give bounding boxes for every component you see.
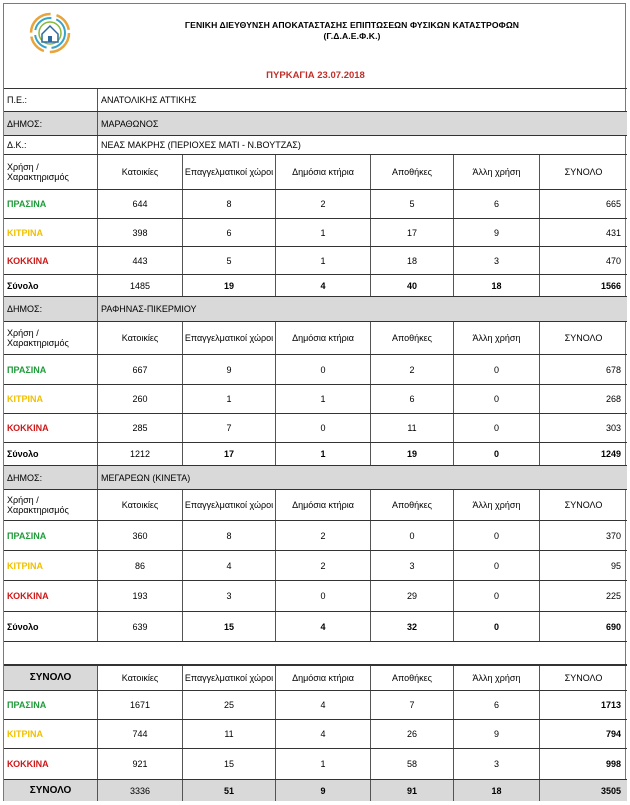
column-header-3: Δημόσια κτήρια xyxy=(275,155,370,189)
total-value-cell: 18 xyxy=(453,780,539,801)
value-cell: 9 xyxy=(453,720,539,748)
total-value-cell: 0 xyxy=(453,443,539,465)
category-label: ΚΟΚΚΙΝΑ xyxy=(7,255,49,266)
total-value-cell: 639 xyxy=(97,612,182,641)
total-value-cell: 1566 xyxy=(539,275,627,296)
spacer-row xyxy=(4,641,627,664)
value-cell: 431 xyxy=(539,219,627,246)
pe-value: ΑΝΑΤΟΛΙΚΗΣ ΑΤΤΙΚΗΣ xyxy=(97,89,627,111)
total-value-cell: 15 xyxy=(182,612,275,641)
category-label: ΚΟΚΚΙΝΑ xyxy=(7,759,49,769)
column-header-6: ΣΥΝΟΛΟ xyxy=(539,155,627,189)
column-header-5: Άλλη χρήση xyxy=(453,490,539,520)
value-cell: 470 xyxy=(539,247,627,274)
value-cell: 25 xyxy=(182,691,275,719)
column-header-1: Κατοικίες xyxy=(97,490,182,520)
value-cell: 15 xyxy=(182,749,275,779)
value-cell: 6 xyxy=(182,219,275,246)
value-cell: 398 xyxy=(97,219,182,246)
value-cell: 998 xyxy=(539,749,627,779)
total-label: Σύνολο xyxy=(7,280,39,291)
total-value-cell: 4 xyxy=(275,612,370,641)
value-cell: 11 xyxy=(370,414,453,442)
value-cell: 3 xyxy=(370,551,453,580)
value-cell: 1 xyxy=(275,247,370,274)
municipality-label: ΔΗΜΟΣ: xyxy=(7,304,43,314)
column-header-6: ΣΥΝΟΛΟ xyxy=(539,666,627,690)
municipality-row xyxy=(4,465,627,489)
value-cell: 17 xyxy=(370,219,453,246)
value-cell: 9 xyxy=(182,355,275,384)
value-cell: 3 xyxy=(453,247,539,274)
column-header-3: Δημόσια κτήρια xyxy=(275,490,370,520)
value-cell: 8 xyxy=(182,521,275,550)
fire-event-title: ΠΥΡΚΑΓΙΑ 23.07.2018 xyxy=(266,70,365,81)
column-header-4: Αποθήκες xyxy=(370,666,453,690)
document-page xyxy=(3,3,626,801)
category-label: ΚΙΤΡΙΝΑ xyxy=(7,394,43,404)
value-cell: 285 xyxy=(97,414,182,442)
value-cell: 0 xyxy=(275,581,370,611)
pe-label: Π.Ε.: xyxy=(7,95,28,105)
total-value-cell: 1485 xyxy=(97,275,182,296)
column-header-0: ΣΥΝΟΛΟ xyxy=(4,666,97,690)
column-header-row xyxy=(4,665,627,690)
table-row xyxy=(4,580,627,611)
table-row xyxy=(4,719,627,748)
title-line-2: (Γ.Δ.Α.Ε.Φ.Κ.) xyxy=(323,31,381,41)
value-cell: 5 xyxy=(182,247,275,274)
value-cell: 921 xyxy=(97,749,182,779)
total-value-cell: 3505 xyxy=(539,780,627,801)
column-header-1: Κατοικίες xyxy=(97,666,182,690)
table-row xyxy=(4,690,627,719)
value-cell: 260 xyxy=(97,385,182,413)
column-header-2: Επαγγελματικοί χώροι xyxy=(182,666,275,690)
value-cell: 3 xyxy=(182,581,275,611)
category-label: ΚΟΚΚΙΝΑ xyxy=(7,423,49,433)
category-label: ΠΡΑΣΙΝΑ xyxy=(7,199,47,209)
column-header-1: Κατοικίες xyxy=(97,322,182,354)
value-cell: 0 xyxy=(453,385,539,413)
value-cell: 7 xyxy=(182,414,275,442)
column-header-1: Κατοικίες xyxy=(97,155,182,189)
municipality-label: ΔΗΜΟΣ: xyxy=(7,472,43,483)
value-cell: 4 xyxy=(275,691,370,719)
table-row xyxy=(4,354,627,384)
value-cell: 1713 xyxy=(539,691,627,719)
column-header-row xyxy=(4,489,627,520)
category-label: ΠΡΑΣΙΝΑ xyxy=(7,530,47,541)
value-cell: 303 xyxy=(539,414,627,442)
value-cell: 8 xyxy=(182,190,275,218)
pe-row xyxy=(4,88,627,111)
table-row xyxy=(4,413,627,442)
value-cell: 4 xyxy=(182,551,275,580)
category-label: ΚΟΚΚΙΝΑ xyxy=(7,591,49,601)
total-value-cell: 3336 xyxy=(97,780,182,801)
column-header-4: Αποθήκες xyxy=(370,322,453,354)
column-header-row xyxy=(4,321,627,354)
value-cell: 1 xyxy=(182,385,275,413)
total-value-cell: 91 xyxy=(370,780,453,801)
municipality-label: ΔΗΜΟΣ: xyxy=(7,118,43,129)
column-header-row xyxy=(4,154,627,189)
value-cell: 0 xyxy=(453,551,539,580)
local-community-label: Δ.Κ.: xyxy=(7,140,27,150)
column-header-0: Χρήση / Χαρακτηρισμός xyxy=(7,495,69,515)
column-header-3: Δημόσια κτήρια xyxy=(275,322,370,354)
value-cell: 443 xyxy=(97,247,182,274)
total-value-cell: 690 xyxy=(539,612,627,641)
value-cell: 0 xyxy=(275,414,370,442)
value-cell: 7 xyxy=(370,691,453,719)
category-label: ΠΡΑΣΙΝΑ xyxy=(7,364,47,375)
value-cell: 225 xyxy=(539,581,627,611)
total-value-cell: 18 xyxy=(453,275,539,296)
total-value-cell: 1249 xyxy=(539,443,627,465)
table-row xyxy=(4,384,627,413)
value-cell: 2 xyxy=(275,521,370,550)
gdaefk-logo-icon xyxy=(28,11,72,55)
value-cell: 18 xyxy=(370,247,453,274)
value-cell: 3 xyxy=(453,749,539,779)
value-cell: 0 xyxy=(370,521,453,550)
total-value-cell: 51 xyxy=(182,780,275,801)
value-cell: 1671 xyxy=(97,691,182,719)
value-cell: 11 xyxy=(182,720,275,748)
total-row xyxy=(4,611,627,641)
value-cell: 370 xyxy=(539,521,627,550)
total-value-cell: 32 xyxy=(370,612,453,641)
column-header-3: Δημόσια κτήρια xyxy=(275,666,370,690)
value-cell: 268 xyxy=(539,385,627,413)
municipality-name: ΜΕΓΑΡΕΩΝ (ΚΙΝΕΤΑ) xyxy=(97,466,627,489)
column-header-2: Επαγγελματικοί χώροι xyxy=(182,155,275,189)
value-cell: 2 xyxy=(275,551,370,580)
table-row xyxy=(4,218,627,246)
column-header-6: ΣΥΝΟΛΟ xyxy=(539,322,627,354)
total-row xyxy=(4,442,627,465)
table-row xyxy=(4,189,627,218)
total-value-cell: 1 xyxy=(275,443,370,465)
value-cell: 665 xyxy=(539,190,627,218)
value-cell: 0 xyxy=(275,355,370,384)
column-header-6: ΣΥΝΟΛΟ xyxy=(539,490,627,520)
category-label: ΚΙΤΡΙΝΑ xyxy=(7,227,43,238)
value-cell: 2 xyxy=(370,355,453,384)
value-cell: 644 xyxy=(97,190,182,218)
table-row xyxy=(4,520,627,550)
column-header-2: Επαγγελματικοί χώροι xyxy=(182,322,275,354)
total-value-cell: 0 xyxy=(453,612,539,641)
value-cell: 2 xyxy=(275,190,370,218)
value-cell: 1 xyxy=(275,749,370,779)
total-value-cell: 19 xyxy=(182,275,275,296)
total-row xyxy=(4,274,627,296)
column-header-0: Χρήση / Χαρακτηρισμός xyxy=(7,162,69,182)
municipality-name: ΜΑΡΑΘΩΝΟΣ xyxy=(97,112,627,135)
column-header-0: Χρήση / Χαρακτηρισμός xyxy=(7,328,69,348)
local-community-name: ΝΕΑΣ ΜΑΚΡΗΣ (ΠΕΡΙΟΧΕΣ ΜΑΤΙ - Ν.ΒΟΥΤΖΑΣ) xyxy=(97,136,627,154)
value-cell: 0 xyxy=(453,581,539,611)
value-cell: 0 xyxy=(453,355,539,384)
table-row xyxy=(4,550,627,580)
total-value-cell: 19 xyxy=(370,443,453,465)
total-label: Σύνολο xyxy=(7,621,39,632)
value-cell: 678 xyxy=(539,355,627,384)
value-cell: 9 xyxy=(453,219,539,246)
value-cell: 0 xyxy=(453,414,539,442)
title-line-1: ΓΕΝΙΚΗ ΔΙΕΥΘΥΝΣΗ ΑΠΟΚΑΤΑΣΤΑΣΗΣ ΕΠΙΠΤΩΣΕΩΝ ΦΥΣΙΚΩΝ ΚΑΤΑΣΤΡΟΦΩΝ xyxy=(184,20,520,30)
value-cell: 29 xyxy=(370,581,453,611)
value-cell: 1 xyxy=(275,385,370,413)
value-cell: 193 xyxy=(97,581,182,611)
value-cell: 360 xyxy=(97,521,182,550)
total-label: ΣΥΝΟΛΟ xyxy=(29,784,72,796)
value-cell: 1 xyxy=(275,219,370,246)
column-header-5: Άλλη χρήση xyxy=(453,322,539,354)
value-cell: 58 xyxy=(370,749,453,779)
column-header-4: Αποθήκες xyxy=(370,490,453,520)
column-header-4: Αποθήκες xyxy=(370,155,453,189)
total-value-cell: 9 xyxy=(275,780,370,801)
total-value-cell: 17 xyxy=(182,443,275,465)
municipality-name: ΡΑΦΗΝΑΣ-ΠΙΚΕΡΜΙΟΥ xyxy=(97,297,627,321)
category-label: ΚΙΤΡΙΝΑ xyxy=(7,560,43,571)
document-title xyxy=(74,20,630,42)
value-cell: 0 xyxy=(453,521,539,550)
category-label: ΠΡΑΣΙΝΑ xyxy=(7,700,47,710)
table-row xyxy=(4,748,627,779)
value-cell: 86 xyxy=(97,551,182,580)
value-cell: 26 xyxy=(370,720,453,748)
local-community-row xyxy=(4,135,627,154)
value-cell: 6 xyxy=(370,385,453,413)
column-header-2: Επαγγελματικοί χώροι xyxy=(182,490,275,520)
total-value-cell: 40 xyxy=(370,275,453,296)
total-value-cell: 1212 xyxy=(97,443,182,465)
total-value-cell: 4 xyxy=(275,275,370,296)
municipality-row xyxy=(4,111,627,135)
value-cell: 6 xyxy=(453,190,539,218)
value-cell: 667 xyxy=(97,355,182,384)
total-row xyxy=(4,779,627,801)
table-row xyxy=(4,246,627,274)
value-cell: 95 xyxy=(539,551,627,580)
column-header-5: Άλλη χρήση xyxy=(453,155,539,189)
municipality-row xyxy=(4,296,627,321)
value-cell: 6 xyxy=(453,691,539,719)
total-label: Σύνολο xyxy=(7,449,39,459)
value-cell: 794 xyxy=(539,720,627,748)
value-cell: 4 xyxy=(275,720,370,748)
value-cell: 744 xyxy=(97,720,182,748)
value-cell: 5 xyxy=(370,190,453,218)
category-label: ΚΙΤΡΙΝΑ xyxy=(7,729,43,739)
column-header-5: Άλλη χρήση xyxy=(453,666,539,690)
